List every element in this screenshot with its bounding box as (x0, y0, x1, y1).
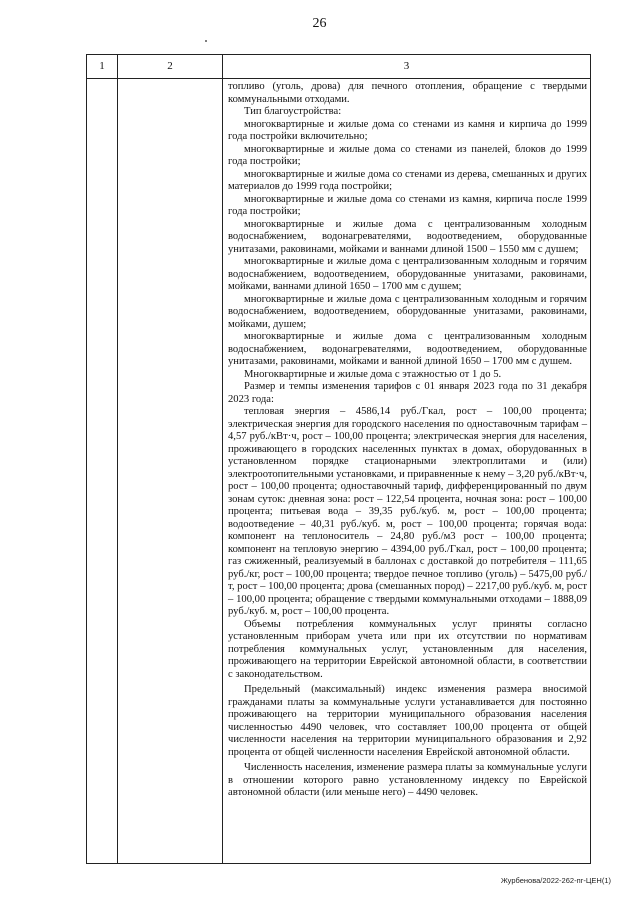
column-header-2: 2 (167, 60, 173, 72)
paragraph-floors: Многоквартирные и жилые дома с этажностью от 1 до 5. (244, 368, 502, 380)
page-number: 26 (312, 16, 327, 31)
table-header-row (87, 55, 590, 79)
paragraph-amenity-type-heading: Тип благоустройства: (244, 106, 342, 117)
paragraph-amenity-cold-water-1500: многоквартирные и жилые дома с централизованным холодным водоснабжением, водонагревателями, водоотведением, оборудованные унитазами, раковинами, мойками и ваннами длиной 1500 – 1550 мм с душем; (228, 218, 587, 255)
column-header-3: 3 (403, 60, 410, 72)
column-header-1: 1 (99, 60, 105, 72)
paragraph-fuel-continuation: топливо (уголь, дрова) для печного отопления, обращение с твердыми коммунальными отходами. (228, 81, 587, 105)
paragraph-consumption-volumes: Объемы потребления коммунальных услуг приняты согласно установленным приборам учета или при их отсутствии по нормативам потребления коммунальных услуг, установленным для населения, проживающего на территории Еврейской автономной области, в соответствии с законодательством. (228, 618, 587, 680)
paragraph-max-index: Предельный (максимальный) индекс изменения размера вносимой гражданами платы за коммунальные услуги устанавливается для постоянно проживающего на территории муниципального образования населения численностью 4490 человек, что составляет 100,00 процента от общей численности населения на территории муниципального образования и 2,92 процента от общей численности населения Еврейской автономной области. (228, 684, 587, 758)
paragraph-tariff-heading: Размер и темпы изменения тарифов с 01 января 2023 года по 31 декабря 2023 года: (228, 381, 587, 405)
document-footer-code: Журбенова/2022-262-пг-ЦЕН(1) (500, 876, 611, 885)
paragraph-population: Численность населения, изменение размера платы за коммунальные услуги в отношении которого равно установленному индексу по Еврейской автономной области (или меньше него) – 4490 человек. (228, 762, 587, 798)
column-3-text (228, 81, 587, 800)
paragraph-amenity-cold-water-1650: многоквартирные и жилые дома с централизованным холодным водоснабжением, водонагревателями, водоотведением, оборудованные унитазами, раковинами, мойками и ванной длиной 1650 – 1700 мм с душем. (228, 331, 587, 367)
paragraph-amenity-hot-water-1650: многоквартирные и жилые дома с централизованным холодным и горячим водоснабжением, водоотведением, оборудованные унитазами, раковинами, мойками, ваннами длиной 1650 – 1700 мм с душем; (228, 256, 587, 292)
column-divider-1 (117, 55, 118, 863)
paragraph-amenity-after-1999: многоквартирные и жилые дома со стенами из камня, кирпича после 1999 года постройки; (228, 193, 587, 217)
column-divider-2 (222, 55, 223, 863)
document-table (86, 54, 591, 864)
paragraph-amenity-panels: многоквартирные и жилые дома со стенами из панелей, блоков до 1999 года постройки; (228, 143, 587, 167)
paragraph-amenity-stone-brick: многоквартирные и жилые дома со стенами из камня и кирпича до 1999 года постройки включительно; (228, 118, 587, 142)
scan-speck (205, 40, 207, 42)
paragraph-amenity-hot-water-shower: многоквартирные и жилые дома с централизованным холодным и горячим водоснабжением, водоотведением, оборудованные унитазами, раковинами, мойками, душем; (228, 293, 587, 330)
paragraph-amenity-wood: многоквартирные и жилые дома со стенами из дерева, смешанных и других материалов до 1999 года постройки; (228, 168, 587, 192)
paragraph-tariff-list: тепловая энергия – 4586,14 руб./Гкал, рост – 100,00 процента; электрическая энергия для городского населения по одноставочным тарифам – 4,57 руб./кВт·ч, рост – 100,00 процента; электрическая энергия для населения, проживающего в городских населенных пунктах в домах, оборудованных в установленном порядке стационарными электроплитами и (или) электроотопительными установками, и приравненные к нему – 3,20 руб./кВт·ч, рост – 100,00 процента; одноставочный тариф, дифференцированный по двум зонам суток: дневная зона: рост – 122,54 процента, ночная зона: рост – 100,00 процента; питьевая вода – 39,35 руб./куб. м, рост – 100,00 процента; водоотведение – 40,31 руб./куб. м, рост – 100,00 процента; горячая вода: компонент на теплоноситель – 24,80 руб./м3 рост – 100,00 процента; компонент на тепловую энергию – 4394,00 руб./Гкал, рост – 100,00 процента; газ сжиженный, реализуемый в баллонах с доставкой до потребителя – 111,65 руб./кг, рост – 100,00 процента; твердое печное топливо (уголь) – 5475,00 руб./т, рост – 100,00 процента; дрова (смешанных пород) – 2217,00 руб./куб. м, рост – 100,00 процента; обращение с твердыми коммунальными отходами – 1888,09 руб./куб. м, рост – 100,00 процента. (228, 406, 587, 617)
